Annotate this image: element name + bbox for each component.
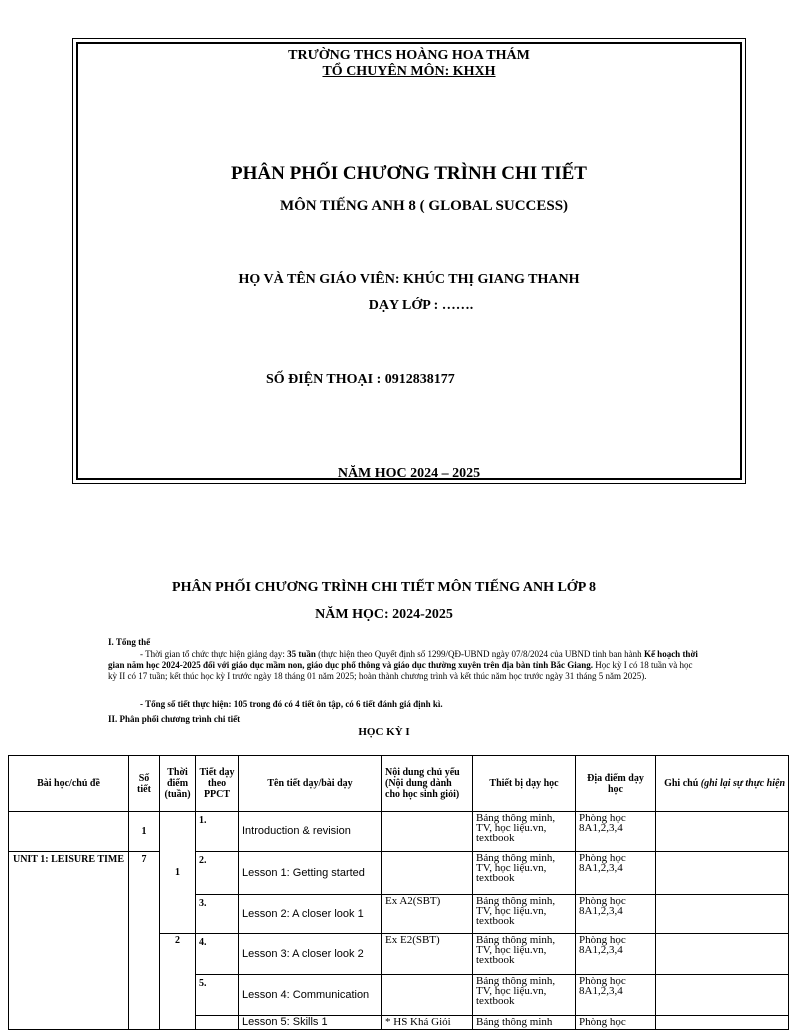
para-part-b: 35 tuần bbox=[287, 649, 316, 659]
total-periods: - Tổng số tiết thực hiện: 105 trong đó có 4 tiết ôn tập, có 6 tiết đánh giá định kì. bbox=[140, 699, 443, 709]
content-cell: Ex A2(SBT) bbox=[382, 895, 473, 934]
equipment-cell: Bảng thông minh, TV, học liệu.vn, textbook bbox=[473, 812, 576, 852]
col-header-ppct: Tiết dạy theo PPCT bbox=[196, 756, 239, 812]
period-count-cell: 1 bbox=[129, 812, 160, 852]
table-row bbox=[9, 852, 789, 895]
cover-box bbox=[72, 38, 746, 484]
col-header-name: Tên tiết dạy/bài dạy bbox=[239, 756, 382, 812]
place-cell: Phòng học 8A1,2,3,4 bbox=[576, 852, 656, 895]
para-part-a: - Thời gian tổ chức thực hiện giảng dạy: bbox=[140, 649, 288, 659]
department-name: TỔ CHUYÊN MÔN: KHXH bbox=[322, 64, 496, 79]
para-part-d: Kế hoạch thời gian năm học 2024-2025 đối với giáo dục mầm non, giáo dục phổ thông và giáo dục thường xuyên trên địa bàn tỉnh Bắc Giang. bbox=[108, 649, 698, 670]
teacher-name: HỌ VÀ TÊN GIÁO VIÊN: KHÚC THỊ GIANG THANH bbox=[238, 272, 580, 287]
document-title: PHÂN PHỐI CHƯƠNG TRÌNH CHI TIẾT bbox=[231, 163, 587, 184]
equipment-cell: Bảng thông minh, TV, học liệu.vn, textbook bbox=[473, 975, 576, 1016]
content-cell bbox=[382, 975, 473, 1016]
lesson-name-cell: Lesson 3: A closer look 2 bbox=[239, 934, 382, 975]
plan-title: PHÂN PHỐI CHƯƠNG TRÌNH CHI TIẾT MÔN TIẾNG ANH LỚP 8 bbox=[172, 580, 596, 595]
overview-paragraph bbox=[108, 649, 698, 682]
ppct-cell: 4. bbox=[196, 934, 239, 975]
content-cell bbox=[382, 852, 473, 895]
cover-inner-border bbox=[76, 42, 742, 480]
para-part-e: Học kỳ I có 18 tuần và học kỳ II có 17 tuần; kết thúc học kỳ I trước ngày 18 tháng 01 năm 2025; hoàn thành chương trình và kết thúc năm học trước ngày 31 tháng 5 năm 2025). bbox=[108, 660, 693, 681]
period-count-cell: 7 bbox=[129, 852, 160, 1030]
equipment-cell: Bảng thông minh, TV, học liệu.vn, textbook bbox=[473, 934, 576, 975]
equipment-cell: Bảng thông minh, TV, học liệu.vn, textbook bbox=[473, 852, 576, 895]
phone-line: SỐ ĐIỆN THOẠI : 0912838177 bbox=[266, 372, 455, 387]
note-cell bbox=[656, 812, 789, 852]
place-cell: Phòng học 8A1,2,3,4 bbox=[576, 934, 656, 975]
content-cell: * HS Khá Giỏi bbox=[382, 1016, 473, 1030]
section-1-heading: I. Tổng thể bbox=[108, 637, 151, 647]
lesson-name-cell: Lesson 4: Communication bbox=[239, 975, 382, 1016]
col-header-note bbox=[656, 756, 789, 812]
ppct-cell: 5. bbox=[196, 975, 239, 1016]
note-cell bbox=[656, 1016, 789, 1030]
lesson-name-cell: Lesson 2: A closer look 1 bbox=[239, 895, 382, 934]
plan-year: NĂM HỌC: 2024-2025 bbox=[315, 607, 453, 622]
ppct-cell: 2. bbox=[196, 852, 239, 895]
ppct-cell: 1. bbox=[196, 812, 239, 852]
ppct-cell: 3. bbox=[196, 895, 239, 934]
table-header-row bbox=[9, 756, 789, 812]
note-plain: Ghi chú bbox=[664, 778, 701, 789]
class-line: DẠY LỚP : ……. bbox=[368, 298, 474, 313]
place-cell: Phòng học 8A1,2,3,4 bbox=[576, 975, 656, 1016]
note-cell bbox=[656, 852, 789, 895]
unit-cell: UNIT 1: LEISURE TIME bbox=[9, 852, 129, 1030]
school-year: NĂM HỌC 2024 – 2025 bbox=[337, 466, 481, 481]
note-cell bbox=[656, 934, 789, 975]
place-cell: Phòng học 8A1,2,3,4 bbox=[576, 812, 656, 852]
col-header-equipment: Thiết bị dạy học bbox=[473, 756, 576, 812]
table-row bbox=[9, 812, 789, 852]
unit-cell-empty bbox=[9, 812, 129, 852]
subject-line: MÔN TIẾNG ANH 8 ( GLOBAL SUCCESS) bbox=[279, 198, 569, 214]
col-header-lesson-topic: Bài học/chủ đề bbox=[9, 756, 129, 812]
content-cell bbox=[382, 812, 473, 852]
week-cell: 1 bbox=[160, 812, 196, 934]
week-cell: 2 bbox=[160, 934, 196, 1030]
place-cell: Phòng học 8A1,2,3,4 bbox=[576, 895, 656, 934]
note-cell bbox=[656, 975, 789, 1016]
ppct-cell bbox=[196, 1016, 239, 1030]
content-cell: Ex E2(SBT) bbox=[382, 934, 473, 975]
equipment-cell: Bảng thông minh, TV, học liệu.vn, textbook bbox=[473, 895, 576, 934]
col-header-content: Nội dung chủ yếu (Nội dung dành cho học sinh giỏi) bbox=[382, 756, 473, 812]
equipment-cell: Bảng thông minh bbox=[473, 1016, 576, 1030]
col-header-place: Địa điểm dạy học bbox=[576, 756, 656, 812]
para-part-c: (thực hiện theo Quyết định số 1299/QĐ-UBND ngày 07/8/2024 của UBND tỉnh ban hành bbox=[315, 649, 644, 659]
col-header-periods: Số tiết bbox=[129, 756, 160, 812]
col-header-time: Thời điểm (tuần) bbox=[160, 756, 196, 812]
school-name: TRƯỜNG THCS HOÀNG HOA THÁM bbox=[288, 48, 530, 63]
note-italic: (ghi lại sự thực hiện bbox=[700, 778, 785, 789]
lesson-name-cell: Lesson 1: Getting started bbox=[239, 852, 382, 895]
note-cell bbox=[656, 895, 789, 934]
lesson-name-cell: Introduction & revision bbox=[239, 812, 382, 852]
lesson-name-cell: Lesson 5: Skills 1 bbox=[239, 1016, 382, 1030]
place-cell: Phòng học bbox=[576, 1016, 656, 1030]
semester-heading: HỌC KỲ I bbox=[358, 726, 410, 738]
section-2-heading: II. Phân phối chương trình chi tiết bbox=[108, 714, 241, 724]
schedule-table bbox=[8, 755, 789, 1030]
